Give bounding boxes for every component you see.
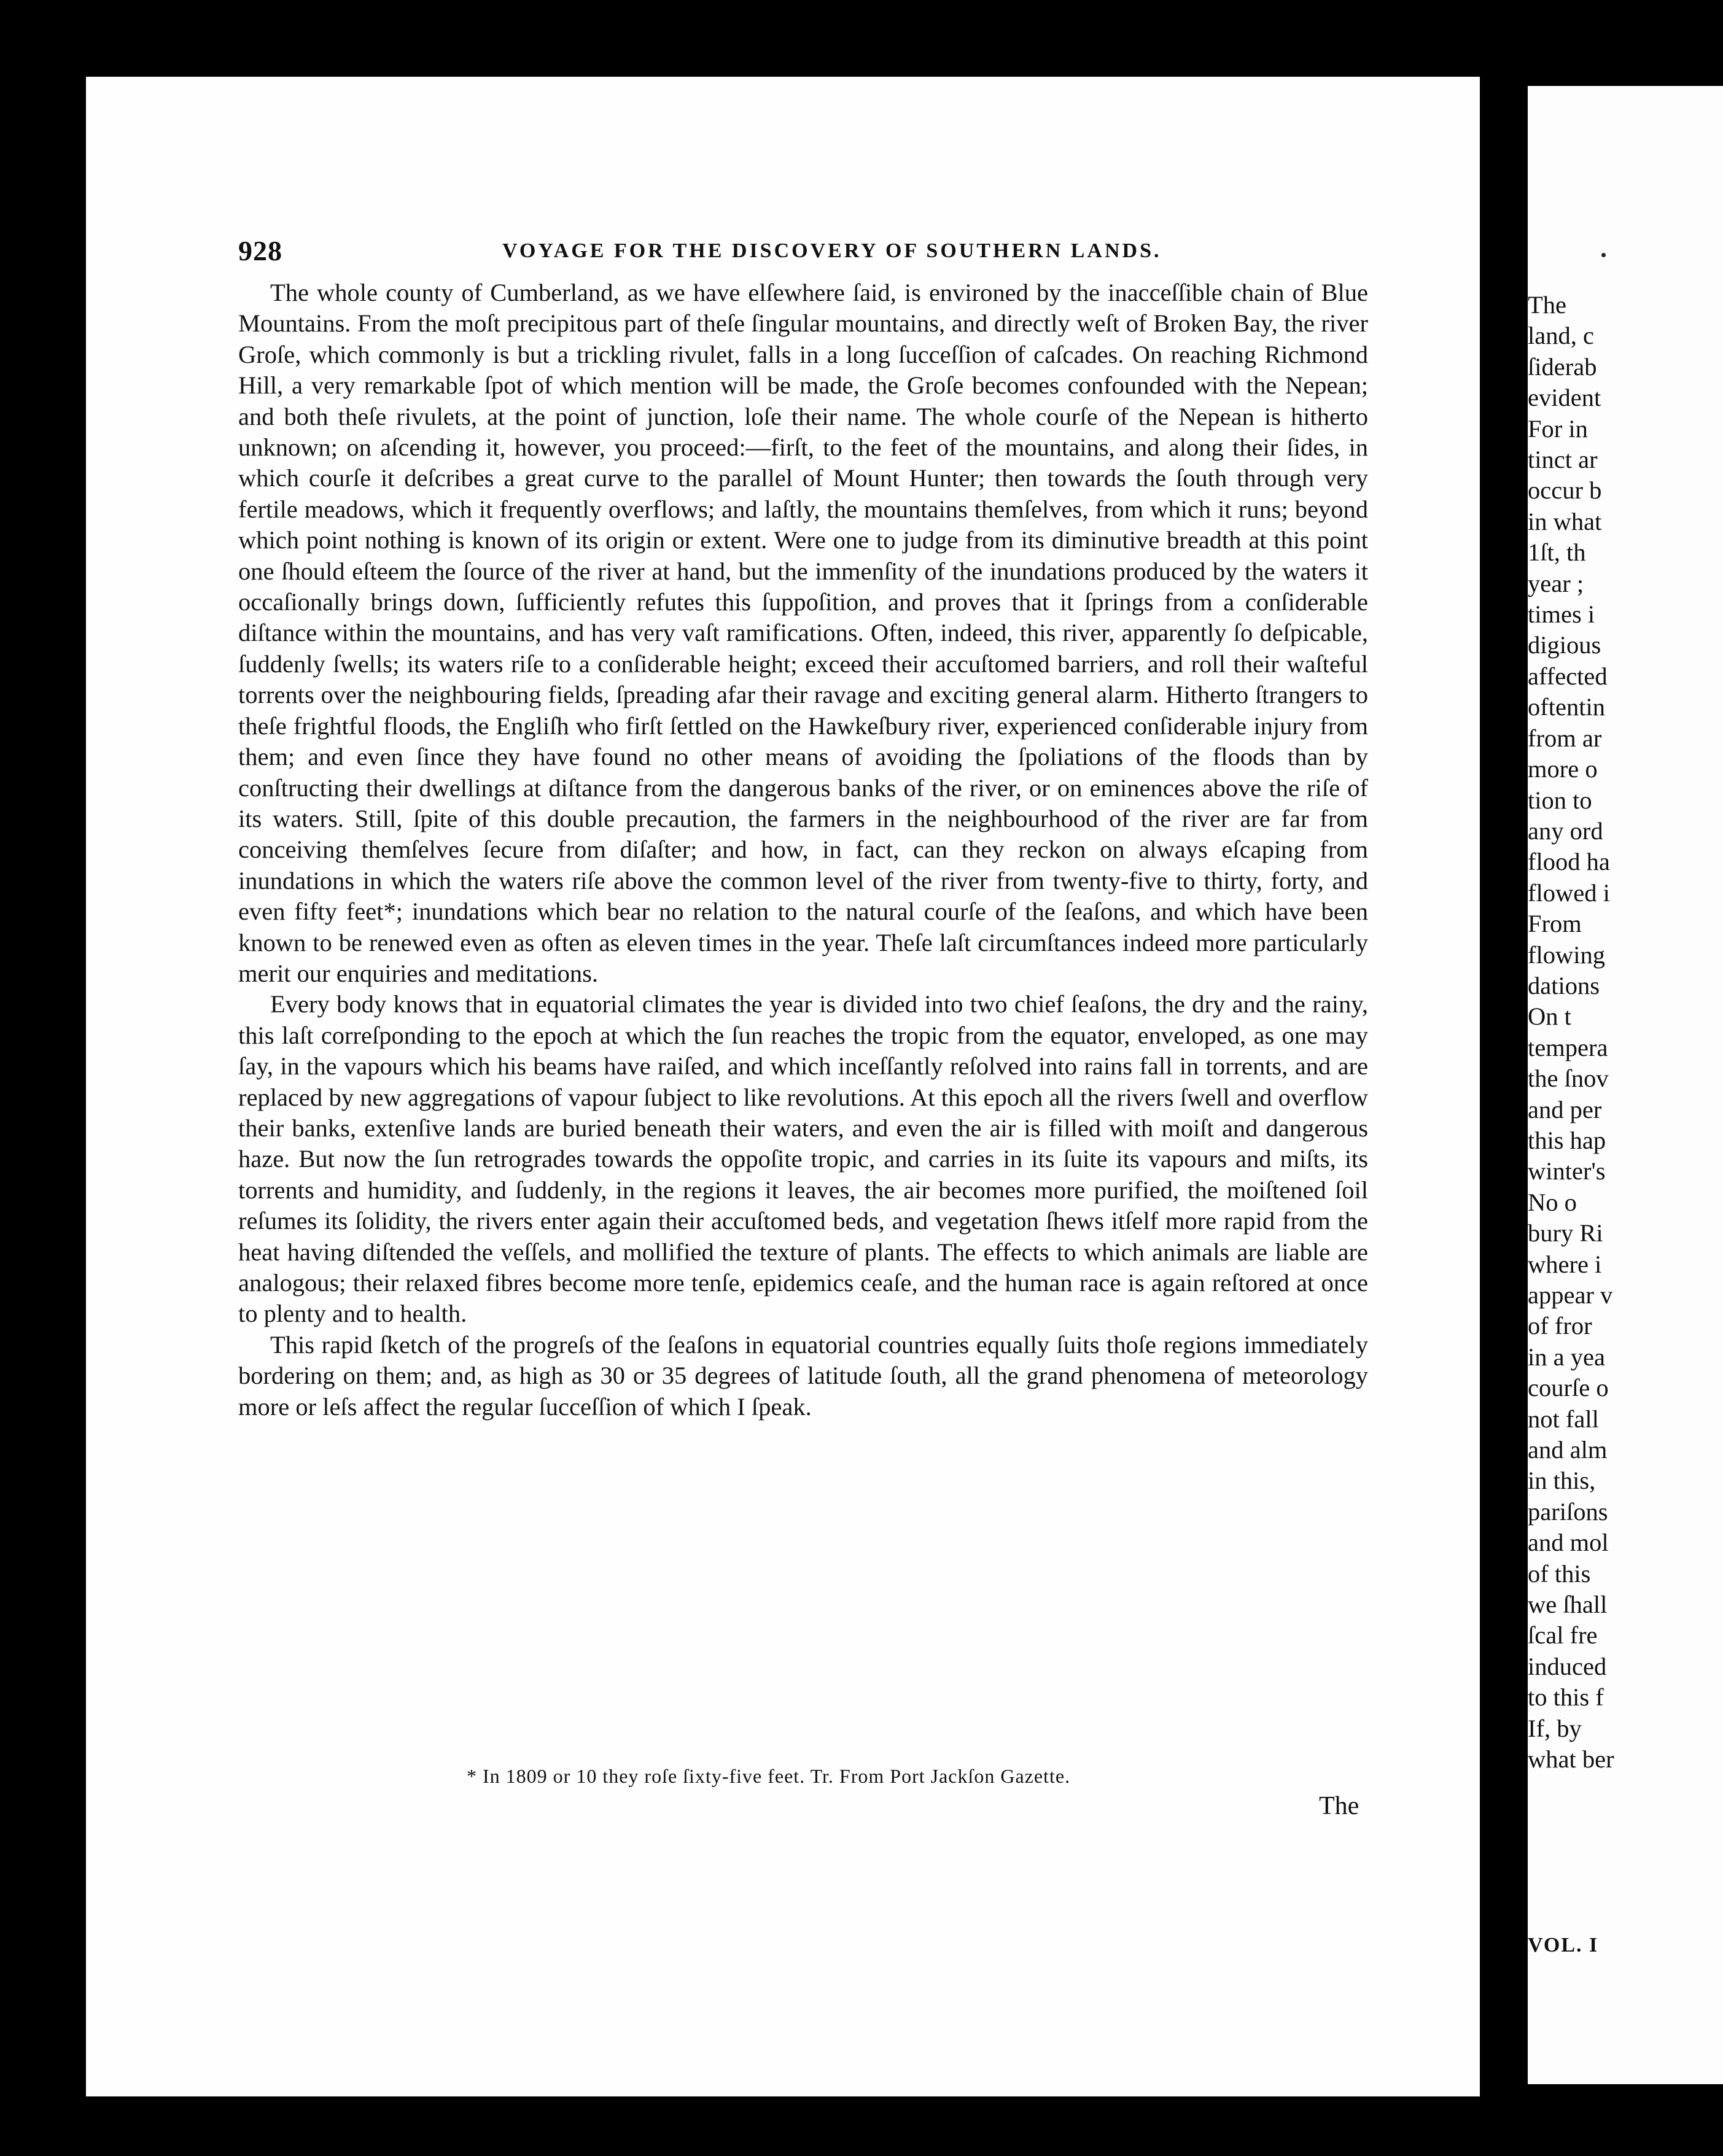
- right-page-line: of this: [1528, 1559, 1591, 1588]
- right-page-line: appear v: [1528, 1281, 1613, 1309]
- right-page-line: in a yea: [1528, 1343, 1605, 1371]
- right-page-line: courſe o: [1528, 1374, 1609, 1402]
- right-page-line: No o: [1528, 1188, 1577, 1216]
- right-page-line: any ord: [1528, 816, 1603, 845]
- right-page-line: evident: [1528, 384, 1601, 412]
- body-text: [238, 277, 1368, 1422]
- right-page-line: tempera: [1528, 1033, 1608, 1061]
- right-page-line: and mol: [1528, 1529, 1609, 1557]
- right-page-line: 1ſt, th: [1528, 538, 1586, 567]
- right-page-line: For in: [1528, 414, 1588, 443]
- right-page-line: The: [1528, 291, 1566, 319]
- right-page-line: land, c: [1528, 322, 1594, 350]
- catchword: The: [1319, 1792, 1359, 1820]
- page-header: [238, 235, 1233, 271]
- right-page-line: and per: [1528, 1095, 1602, 1123]
- right-page: [1528, 86, 1723, 2084]
- right-page-line: On t: [1528, 1002, 1571, 1031]
- right-page-line: in this,: [1528, 1467, 1596, 1495]
- right-page-line: to this f: [1528, 1683, 1604, 1712]
- right-page-line: of fror: [1528, 1312, 1592, 1340]
- right-page-line: ſcal fre: [1528, 1621, 1598, 1650]
- footnote: * In 1809 or 10 they roſe ſixty-five feet. Tr. From Port Jackſon Gazette.: [467, 1765, 1071, 1787]
- right-page-line: oftentin: [1528, 693, 1605, 721]
- right-page-footer: VOL. I: [1528, 1934, 1599, 1956]
- right-page-line: flowing: [1528, 940, 1605, 969]
- right-page-line: occur b: [1528, 476, 1602, 505]
- speck-mark: [1601, 253, 1606, 257]
- running-title: VOYAGE FOR THE DISCOVERY OF SOUTHERN LANDS.: [502, 239, 1162, 262]
- paragraph: Every body knows that in equatorial climates the year is divided into two chief ſeaſons, the dry and the rainy, this laſt correſponding to the epoch at which the ſun reaches the tropic from the equator, enveloped, as one may ſay, in the vapours which his beams have raiſed, and which inceſſantly reſolved into rains fall in torrents, and are replaced by new aggregations of vapour ſubject to like revolutions. At this epoch all the rivers ſwell and overflow their banks, extenſive lands are buried beneath their waters, and even the air is filled with moiſt and dangerous haze. But now the ſun retrogrades towards the oppoſite tropic, and carries in its ſuite its vapours and miſts, its torrents and humidity, and ſuddenly, in the regions it leaves, the air becomes more purified, the moiſtened ſoil reſumes its ſolidity, the rivers enter again their accuſtomed beds, and vegetation ſhews itſelf more rapid from the heat having diſtended the veſſels, and mollified the texture of plants. The effects to which animals are liable are analogous; their relaxed fibres become more tenſe, epidemics ceaſe, and the human race is again reſtored at once to plenty and to health.: [238, 990, 1368, 1328]
- right-page-line: year ;: [1528, 569, 1584, 597]
- right-page-line: flood ha: [1528, 848, 1610, 876]
- right-page-line: dations: [1528, 971, 1600, 999]
- right-page-line: flowed i: [1528, 878, 1610, 907]
- right-page-line: From: [1528, 910, 1582, 938]
- right-page-line: from ar: [1528, 724, 1602, 752]
- paragraph: This rapid ſketch of the progreſs of the ſeaſons in equatorial countries equally ſuits thoſe regions immediately bordering on them; and, as high as 30 or 35 degrees of latitude ſouth, all the grand phenomena of meteorology more or leſs affect the regular ſucceſſion of which I ſpeak.: [238, 1330, 1368, 1421]
- right-page-line: times i: [1528, 600, 1595, 629]
- paragraph: The whole county of Cumberland, as we have elſewhere ſaid, is environed by the inacceſſible chain of Blue Mountains. From the moſt precipitous part of theſe ſingular mountains, and directly weſt of Broken Bay, the river Groſe, which commonly is but a trickling rivulet, falls in a long ſucceſſion of caſcades. On reaching Richmond Hill, a very remarkable ſpot of which mention will be made, the Groſe becomes confounded with the Nepean; and both theſe rivulets, at the point of junction, loſe their name. The whole courſe of the Nepean is hitherto unknown; on aſcending it, however, you proceed:—firſt, to the feet of the mountains, and along their ſides, in which courſe it deſcribes a great curve to the parallel of Mount Hunter; then towards the ſouth through very fertile meadows, which it frequently overflows; and laſtly, the mountains themſelves, from which it runs; beyond which point nothing is known of its origin or extent. Were one to judge from its diminutive breadth at this point one ſhould eſteem the ſource of the river at hand, but the immenſity of the inundations produced by the waters it occaſionally brings down, ſufficiently refutes this ſuppoſition, and proves that it ſprings from a conſiderable diſtance within the mountains, and has very vaſt ramifications. Often, indeed, this river, apparently ſo deſpicable, ſuddenly ſwells; its waters riſe to a conſiderable height; exceed their accuſtomed barriers, and roll their waſteful torrents over the neighbouring fields, ſpreading afar their ravage and exciting general alarm. Hitherto ſtrangers to theſe frightful floods, the Engliſh who firſt ſettled on the Hawkeſbury river, experienced conſiderable injury from them; and even ſince they have found no other means of avoiding the ſpoliations of the floods than by conſtructing their dwellings at diſtance from the dangerous banks of the river, or on eminences above the riſe of its waters. Still, ſpite of this double precaution, the farmers in the neighbourhood of the river are far from conceiving themſelves ſecure from diſaſter; and how, in fact, can they reckon on always eſcaping from inundations in which the waters riſe above the common level of the river from twenty-five to thirty, forty, and even fifty feet*; inundations which bear no relation to the natural courſe of the ſeaſons, and which have been known to be renewed even as often as eleven times in the year. Theſe laſt circumſtances indeed more particularly merit our enquiries and meditations.: [238, 279, 1368, 987]
- right-page-line: digious: [1528, 631, 1601, 659]
- right-page-line: winter's: [1528, 1157, 1606, 1185]
- right-page-line: the ſnov: [1528, 1064, 1609, 1093]
- right-page-line: and alm: [1528, 1436, 1608, 1464]
- right-page-line: more o: [1528, 755, 1598, 783]
- right-page-line: where i: [1528, 1250, 1602, 1278]
- right-page-line: If, by: [1528, 1714, 1582, 1742]
- right-page-line: what ber: [1528, 1745, 1614, 1774]
- right-page-line: this hap: [1528, 1126, 1606, 1154]
- right-page-line: ſiderab: [1528, 352, 1597, 381]
- right-page-line: tion to: [1528, 786, 1592, 814]
- right-page-line: bury Ri: [1528, 1219, 1603, 1247]
- right-page-line: tinct ar: [1528, 446, 1598, 474]
- right-page-line: affected: [1528, 662, 1608, 690]
- right-page-line: not fall: [1528, 1405, 1599, 1433]
- page-number: 928: [238, 235, 282, 266]
- right-page-line: induced: [1528, 1652, 1607, 1680]
- right-page-text: [1528, 290, 1723, 1775]
- right-page-line: in what: [1528, 507, 1602, 535]
- right-page-line: we ſhall: [1528, 1591, 1608, 1619]
- right-page-line: pariſons: [1528, 1497, 1608, 1526]
